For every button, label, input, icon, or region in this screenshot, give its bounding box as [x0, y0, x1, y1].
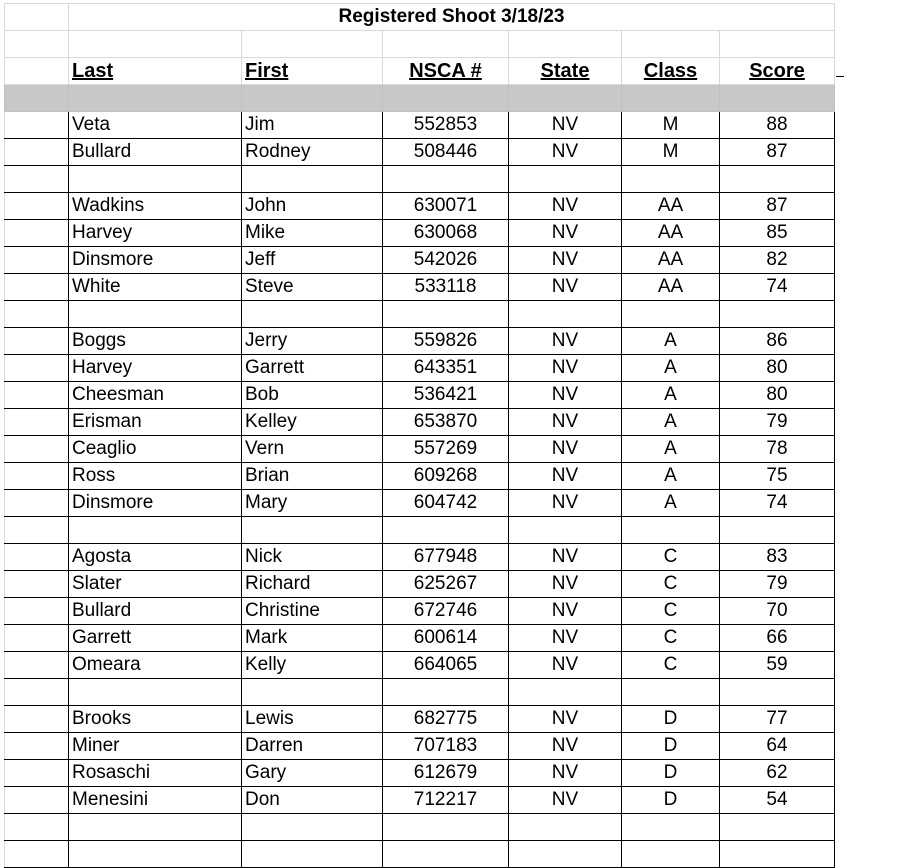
- table-row: [5, 787, 835, 814]
- last-name-cell[interactable]: Dinsmore: [69, 490, 242, 517]
- first-name-cell[interactable]: Jerry: [242, 328, 383, 355]
- class-cell[interactable]: D: [622, 733, 720, 760]
- row-gutter-cell[interactable]: [5, 328, 69, 355]
- first-name-cell[interactable]: Mike: [242, 220, 383, 247]
- table-row: [5, 652, 835, 679]
- class-cell[interactable]: A: [622, 463, 720, 490]
- last-name-cell[interactable]: Miner: [69, 733, 242, 760]
- state-cell[interactable]: NV: [509, 625, 622, 652]
- cell[interactable]: [720, 841, 835, 868]
- cell[interactable]: [509, 301, 622, 328]
- table-row: [5, 544, 835, 571]
- cell[interactable]: [509, 166, 622, 193]
- cell[interactable]: [383, 679, 509, 706]
- table-row: [5, 490, 835, 517]
- cell[interactable]: [509, 814, 622, 841]
- score-cell[interactable]: 70: [720, 598, 835, 625]
- table-row: [5, 193, 835, 220]
- last-name-cell[interactable]: Harvey: [69, 220, 242, 247]
- class-cell[interactable]: AA: [622, 220, 720, 247]
- state-cell[interactable]: NV: [509, 382, 622, 409]
- nsca-number-cell[interactable]: 630071: [383, 193, 509, 220]
- score-cell[interactable]: 78: [720, 436, 835, 463]
- class-cell[interactable]: C: [622, 598, 720, 625]
- cell[interactable]: [720, 166, 835, 193]
- last-name-cell[interactable]: Ceaglio: [69, 436, 242, 463]
- cell[interactable]: [622, 679, 720, 706]
- first-name-cell[interactable]: Mark: [242, 625, 383, 652]
- blank-row: [5, 814, 835, 841]
- table-row: [5, 112, 835, 139]
- last-name-cell[interactable]: Veta: [69, 112, 242, 139]
- row-gutter-cell[interactable]: [5, 193, 69, 220]
- row-gutter-cell[interactable]: [5, 409, 69, 436]
- row-gutter-cell[interactable]: [5, 463, 69, 490]
- table-row: [5, 409, 835, 436]
- first-name-cell[interactable]: Mary: [242, 490, 383, 517]
- last-name-cell[interactable]: Garrett: [69, 625, 242, 652]
- last-name-cell[interactable]: Wadkins: [69, 193, 242, 220]
- table-row: [5, 355, 835, 382]
- header-first[interactable]: First: [242, 58, 383, 85]
- table-row: [5, 382, 835, 409]
- score-cell[interactable]: 82: [720, 247, 835, 274]
- cell[interactable]: [383, 517, 509, 544]
- state-cell[interactable]: NV: [509, 193, 622, 220]
- score-cell[interactable]: 87: [720, 193, 835, 220]
- row-gutter-cell[interactable]: [5, 490, 69, 517]
- first-name-cell[interactable]: Don: [242, 787, 383, 814]
- row-gutter-cell[interactable]: [5, 436, 69, 463]
- nsca-number-cell[interactable]: 552853: [383, 112, 509, 139]
- class-cell[interactable]: AA: [622, 274, 720, 301]
- nsca-number-cell[interactable]: 533118: [383, 274, 509, 301]
- class-cell[interactable]: A: [622, 490, 720, 517]
- first-name-cell[interactable]: Steve: [242, 274, 383, 301]
- spreadsheet: [4, 3, 835, 868]
- score-cell[interactable]: 87: [720, 139, 835, 166]
- score-cell[interactable]: 83: [720, 544, 835, 571]
- nsca-number-cell[interactable]: 609268: [383, 463, 509, 490]
- state-cell[interactable]: NV: [509, 328, 622, 355]
- last-name-cell[interactable]: Dinsmore: [69, 247, 242, 274]
- nsca-number-cell[interactable]: 559826: [383, 328, 509, 355]
- class-cell[interactable]: C: [622, 544, 720, 571]
- score-cell[interactable]: 85: [720, 220, 835, 247]
- class-cell[interactable]: D: [622, 787, 720, 814]
- class-cell[interactable]: AA: [622, 193, 720, 220]
- header-class[interactable]: Class: [622, 58, 720, 85]
- cell[interactable]: [383, 814, 509, 841]
- table-row: [5, 598, 835, 625]
- class-cell[interactable]: A: [622, 382, 720, 409]
- table-row: [5, 274, 835, 301]
- last-name-cell[interactable]: Bullard: [69, 139, 242, 166]
- score-cell[interactable]: 86: [720, 328, 835, 355]
- first-name-cell[interactable]: Christine: [242, 598, 383, 625]
- table-row: [5, 760, 835, 787]
- class-cell[interactable]: A: [622, 328, 720, 355]
- header-nsca[interactable]: NSCA #: [383, 58, 509, 85]
- first-name-cell[interactable]: Lewis: [242, 706, 383, 733]
- nsca-number-cell[interactable]: 600614: [383, 625, 509, 652]
- nsca-number-cell[interactable]: 630068: [383, 220, 509, 247]
- first-name-cell[interactable]: John: [242, 193, 383, 220]
- score-cell[interactable]: 88: [720, 112, 835, 139]
- cell[interactable]: [69, 679, 242, 706]
- class-cell[interactable]: AA: [622, 247, 720, 274]
- blank-row: [5, 301, 835, 328]
- cell[interactable]: [242, 679, 383, 706]
- cell[interactable]: [622, 814, 720, 841]
- gray-separator-row: [5, 85, 835, 112]
- cell[interactable]: [242, 814, 383, 841]
- class-cell[interactable]: A: [622, 436, 720, 463]
- row-gutter-cell[interactable]: [5, 760, 69, 787]
- cell[interactable]: [5, 4, 69, 31]
- first-name-cell[interactable]: Gary: [242, 760, 383, 787]
- nsca-number-cell[interactable]: 542026: [383, 247, 509, 274]
- score-cell[interactable]: 62: [720, 760, 835, 787]
- score-cell[interactable]: 74: [720, 490, 835, 517]
- nsca-number-cell[interactable]: 536421: [383, 382, 509, 409]
- nsca-number-cell[interactable]: 664065: [383, 652, 509, 679]
- cell[interactable]: [69, 841, 242, 868]
- first-name-cell[interactable]: Kelley: [242, 409, 383, 436]
- cell[interactable]: [720, 517, 835, 544]
- table-row: [5, 571, 835, 598]
- cell[interactable]: [383, 166, 509, 193]
- nsca-number-cell[interactable]: 508446: [383, 139, 509, 166]
- header-row: [5, 58, 835, 85]
- nsca-number-cell[interactable]: 672746: [383, 598, 509, 625]
- state-cell[interactable]: NV: [509, 571, 622, 598]
- score-cell[interactable]: 54: [720, 787, 835, 814]
- state-cell[interactable]: NV: [509, 409, 622, 436]
- last-name-cell[interactable]: Menesini: [69, 787, 242, 814]
- cell[interactable]: [720, 814, 835, 841]
- first-name-cell[interactable]: Darren: [242, 733, 383, 760]
- row-gutter-cell[interactable]: [5, 139, 69, 166]
- last-name-cell[interactable]: Erisman: [69, 409, 242, 436]
- state-cell[interactable]: NV: [509, 652, 622, 679]
- score-cell[interactable]: 74: [720, 274, 835, 301]
- cell[interactable]: [5, 301, 69, 328]
- nsca-number-cell[interactable]: 677948: [383, 544, 509, 571]
- first-name-cell[interactable]: Jim: [242, 112, 383, 139]
- first-name-cell[interactable]: Jeff: [242, 247, 383, 274]
- header-state[interactable]: State: [509, 58, 622, 85]
- results-table: [4, 3, 835, 868]
- row-gutter-cell[interactable]: [5, 652, 69, 679]
- cell[interactable]: [509, 841, 622, 868]
- first-name-cell[interactable]: Rodney: [242, 139, 383, 166]
- last-name-cell[interactable]: Omeara: [69, 652, 242, 679]
- table-row: [5, 328, 835, 355]
- cell[interactable]: [69, 517, 242, 544]
- nsca-number-cell[interactable]: 682775: [383, 706, 509, 733]
- row-gutter-cell[interactable]: [5, 112, 69, 139]
- table-row: [5, 463, 835, 490]
- class-cell[interactable]: A: [622, 355, 720, 382]
- cell[interactable]: [383, 841, 509, 868]
- cell[interactable]: [242, 301, 383, 328]
- row-gutter-cell[interactable]: [5, 274, 69, 301]
- state-cell[interactable]: NV: [509, 220, 622, 247]
- first-name-cell[interactable]: Vern: [242, 436, 383, 463]
- score-cell[interactable]: 66: [720, 625, 835, 652]
- score-cell[interactable]: 75: [720, 463, 835, 490]
- nsca-number-cell[interactable]: 712217: [383, 787, 509, 814]
- cell[interactable]: [5, 679, 69, 706]
- state-cell[interactable]: NV: [509, 733, 622, 760]
- state-cell[interactable]: NV: [509, 490, 622, 517]
- last-name-cell[interactable]: Brooks: [69, 706, 242, 733]
- class-cell[interactable]: C: [622, 652, 720, 679]
- cell[interactable]: [622, 301, 720, 328]
- sheet-title[interactable]: Registered Shoot 3/18/23: [69, 4, 835, 31]
- nsca-number-cell[interactable]: 643351: [383, 355, 509, 382]
- row-gutter-cell[interactable]: [5, 706, 69, 733]
- row-gutter-cell[interactable]: [5, 382, 69, 409]
- score-cell[interactable]: 64: [720, 733, 835, 760]
- row-gutter-cell[interactable]: [5, 625, 69, 652]
- table-row: [5, 220, 835, 247]
- first-name-cell[interactable]: Richard: [242, 571, 383, 598]
- row-gutter-cell[interactable]: [5, 571, 69, 598]
- nsca-number-cell[interactable]: 557269: [383, 436, 509, 463]
- score-cell[interactable]: 80: [720, 382, 835, 409]
- class-cell[interactable]: C: [622, 625, 720, 652]
- cell[interactable]: [383, 301, 509, 328]
- state-cell[interactable]: NV: [509, 787, 622, 814]
- cell[interactable]: [720, 301, 835, 328]
- last-name-cell[interactable]: Ross: [69, 463, 242, 490]
- nsca-number-cell[interactable]: 653870: [383, 409, 509, 436]
- header-underline-tick: [836, 76, 844, 77]
- row-gutter-cell[interactable]: [5, 355, 69, 382]
- blank-row: [5, 679, 835, 706]
- cell[interactable]: [622, 517, 720, 544]
- row-gutter-cell[interactable]: [5, 598, 69, 625]
- state-cell[interactable]: NV: [509, 247, 622, 274]
- score-cell[interactable]: 59: [720, 652, 835, 679]
- cell[interactable]: [509, 517, 622, 544]
- state-cell[interactable]: NV: [509, 706, 622, 733]
- last-name-cell[interactable]: Rosaschi: [69, 760, 242, 787]
- class-cell[interactable]: D: [622, 706, 720, 733]
- class-cell[interactable]: D: [622, 760, 720, 787]
- last-name-cell[interactable]: White: [69, 274, 242, 301]
- cell[interactable]: [5, 814, 69, 841]
- table-row: [5, 733, 835, 760]
- score-cell[interactable]: 77: [720, 706, 835, 733]
- table-row: [5, 706, 835, 733]
- state-cell[interactable]: NV: [509, 112, 622, 139]
- row-gutter-cell[interactable]: [5, 247, 69, 274]
- last-name-cell[interactable]: Boggs: [69, 328, 242, 355]
- last-name-cell[interactable]: Cheesman: [69, 382, 242, 409]
- cell[interactable]: [5, 58, 69, 85]
- nsca-number-cell[interactable]: 625267: [383, 571, 509, 598]
- state-cell[interactable]: NV: [509, 544, 622, 571]
- last-name-cell[interactable]: Bullard: [69, 598, 242, 625]
- state-cell[interactable]: NV: [509, 463, 622, 490]
- header-last[interactable]: Last: [69, 58, 242, 85]
- row-gutter-cell[interactable]: [5, 544, 69, 571]
- table-row: [5, 436, 835, 463]
- cell[interactable]: [242, 166, 383, 193]
- class-cell[interactable]: M: [622, 112, 720, 139]
- score-cell[interactable]: 79: [720, 571, 835, 598]
- row-gutter-cell[interactable]: [5, 787, 69, 814]
- cell[interactable]: [69, 301, 242, 328]
- state-cell[interactable]: NV: [509, 598, 622, 625]
- last-name-cell[interactable]: Harvey: [69, 355, 242, 382]
- blank-row: [5, 166, 835, 193]
- cell[interactable]: [622, 841, 720, 868]
- score-cell[interactable]: 80: [720, 355, 835, 382]
- nsca-number-cell[interactable]: 604742: [383, 490, 509, 517]
- score-cell[interactable]: 79: [720, 409, 835, 436]
- row-gutter-cell[interactable]: [5, 733, 69, 760]
- state-cell[interactable]: NV: [509, 139, 622, 166]
- cell[interactable]: [242, 841, 383, 868]
- cell[interactable]: [69, 166, 242, 193]
- class-cell[interactable]: M: [622, 139, 720, 166]
- last-name-cell[interactable]: Slater: [69, 571, 242, 598]
- class-cell[interactable]: A: [622, 409, 720, 436]
- blank-row: [5, 517, 835, 544]
- header-score[interactable]: Score: [720, 58, 835, 85]
- cell[interactable]: [242, 517, 383, 544]
- cell[interactable]: [5, 166, 69, 193]
- cell[interactable]: [720, 679, 835, 706]
- cell[interactable]: [5, 841, 69, 868]
- class-cell[interactable]: C: [622, 571, 720, 598]
- nsca-number-cell[interactable]: 612679: [383, 760, 509, 787]
- cell[interactable]: [622, 166, 720, 193]
- nsca-number-cell[interactable]: 707183: [383, 733, 509, 760]
- title-row: [5, 4, 835, 31]
- state-cell[interactable]: NV: [509, 274, 622, 301]
- table-row: [5, 139, 835, 166]
- table-row: [5, 625, 835, 652]
- state-cell[interactable]: NV: [509, 355, 622, 382]
- table-row: [5, 247, 835, 274]
- first-name-cell[interactable]: Nick: [242, 544, 383, 571]
- first-name-cell[interactable]: Garrett: [242, 355, 383, 382]
- cell[interactable]: [5, 517, 69, 544]
- blank-row: [5, 841, 835, 868]
- first-name-cell[interactable]: Bob: [242, 382, 383, 409]
- row-gutter-cell[interactable]: [5, 220, 69, 247]
- blank-row: [5, 31, 835, 58]
- cell[interactable]: [69, 814, 242, 841]
- state-cell[interactable]: NV: [509, 436, 622, 463]
- first-name-cell[interactable]: Kelly: [242, 652, 383, 679]
- last-name-cell[interactable]: Agosta: [69, 544, 242, 571]
- state-cell[interactable]: NV: [509, 760, 622, 787]
- cell[interactable]: [509, 679, 622, 706]
- first-name-cell[interactable]: Brian: [242, 463, 383, 490]
